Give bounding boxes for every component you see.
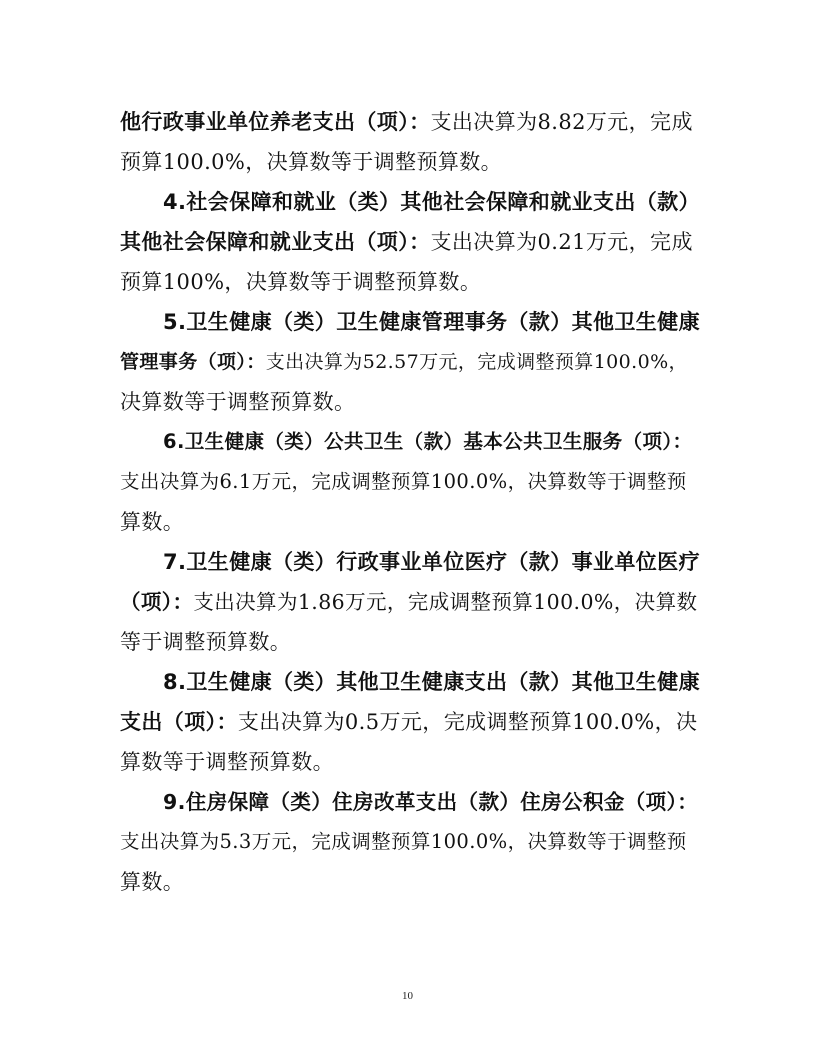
bold-heading: 他行政事业单位养老支出（项）：	[120, 110, 431, 134]
body-text: 支出决算为1.86万元，完成调整预算100.0%，决算数	[193, 590, 698, 614]
text-line	[163, 542, 700, 582]
body-text: 支出决算为6.1万元，完成调整预算100.0%，决算数等于调整预	[120, 470, 687, 493]
text-line	[120, 342, 700, 382]
body-text: 支出决算为5.3万元，完成调整预算100.0%，决算数等于调整预	[120, 830, 687, 853]
text-line	[120, 742, 700, 782]
bold-heading: 5.卫生健康（类）卫生健康管理事务（款）其他卫生健康	[163, 310, 700, 334]
body-text: 算数。	[120, 510, 185, 534]
text-line	[120, 382, 700, 422]
text-line	[120, 822, 700, 862]
body-text: 算数等于调整预算数。	[120, 750, 334, 774]
text-line	[120, 502, 700, 542]
text-line	[120, 142, 700, 182]
bold-heading: 4.社会保障和就业（类）其他社会保障和就业支出（款）	[163, 190, 700, 214]
body-text: 支出决算为8.82万元，完成	[430, 110, 693, 134]
body-text: 决算数等于调整预算数。	[120, 390, 356, 414]
bold-heading: 其他社会保障和就业支出（项）：	[120, 230, 431, 254]
bold-heading: （项）：	[120, 590, 194, 614]
bold-heading: 7.卫生健康（类）行政事业单位医疗（款）事业单位医疗	[163, 550, 700, 574]
text-line	[120, 862, 700, 902]
text-line	[120, 622, 700, 662]
text-line	[120, 102, 700, 142]
text-line	[163, 302, 700, 342]
text-line	[163, 662, 700, 702]
body-text: 支出决算为0.5万元，完成调整预算100.0%，决	[237, 710, 698, 734]
body-text: 支出决算为52.57万元，完成调整预算100.0%，	[265, 351, 688, 373]
bold-heading: 支出（项）：	[120, 710, 238, 734]
text-line	[163, 182, 700, 222]
body-text: 算数。	[120, 870, 185, 894]
body-text: 预算100%，决算数等于调整预算数。	[120, 270, 482, 294]
text-line	[163, 782, 700, 822]
body-text: 支出决算为0.21万元，完成	[430, 230, 693, 254]
body-text: 预算100.0%，决算数等于调整预算数。	[120, 150, 503, 174]
text-line	[120, 262, 700, 302]
bold-heading: 管理事务（项）：	[120, 351, 266, 373]
bold-heading: 8.卫生健康（类）其他卫生健康支出（款）其他卫生健康	[163, 670, 700, 694]
text-line	[120, 462, 700, 502]
text-line	[120, 702, 700, 742]
text-line	[120, 582, 700, 622]
bold-heading: 9.住房保障（类）住房改革支出（款）住房公积金（项）：	[163, 790, 699, 814]
body-text: 等于调整预算数。	[120, 630, 292, 654]
text-line	[163, 422, 700, 462]
text-line	[120, 222, 700, 262]
bold-heading: 6.卫生健康（类）公共卫生（款）基本公共卫生服务（项）：	[163, 430, 693, 453]
page-number: 10	[402, 990, 413, 1002]
